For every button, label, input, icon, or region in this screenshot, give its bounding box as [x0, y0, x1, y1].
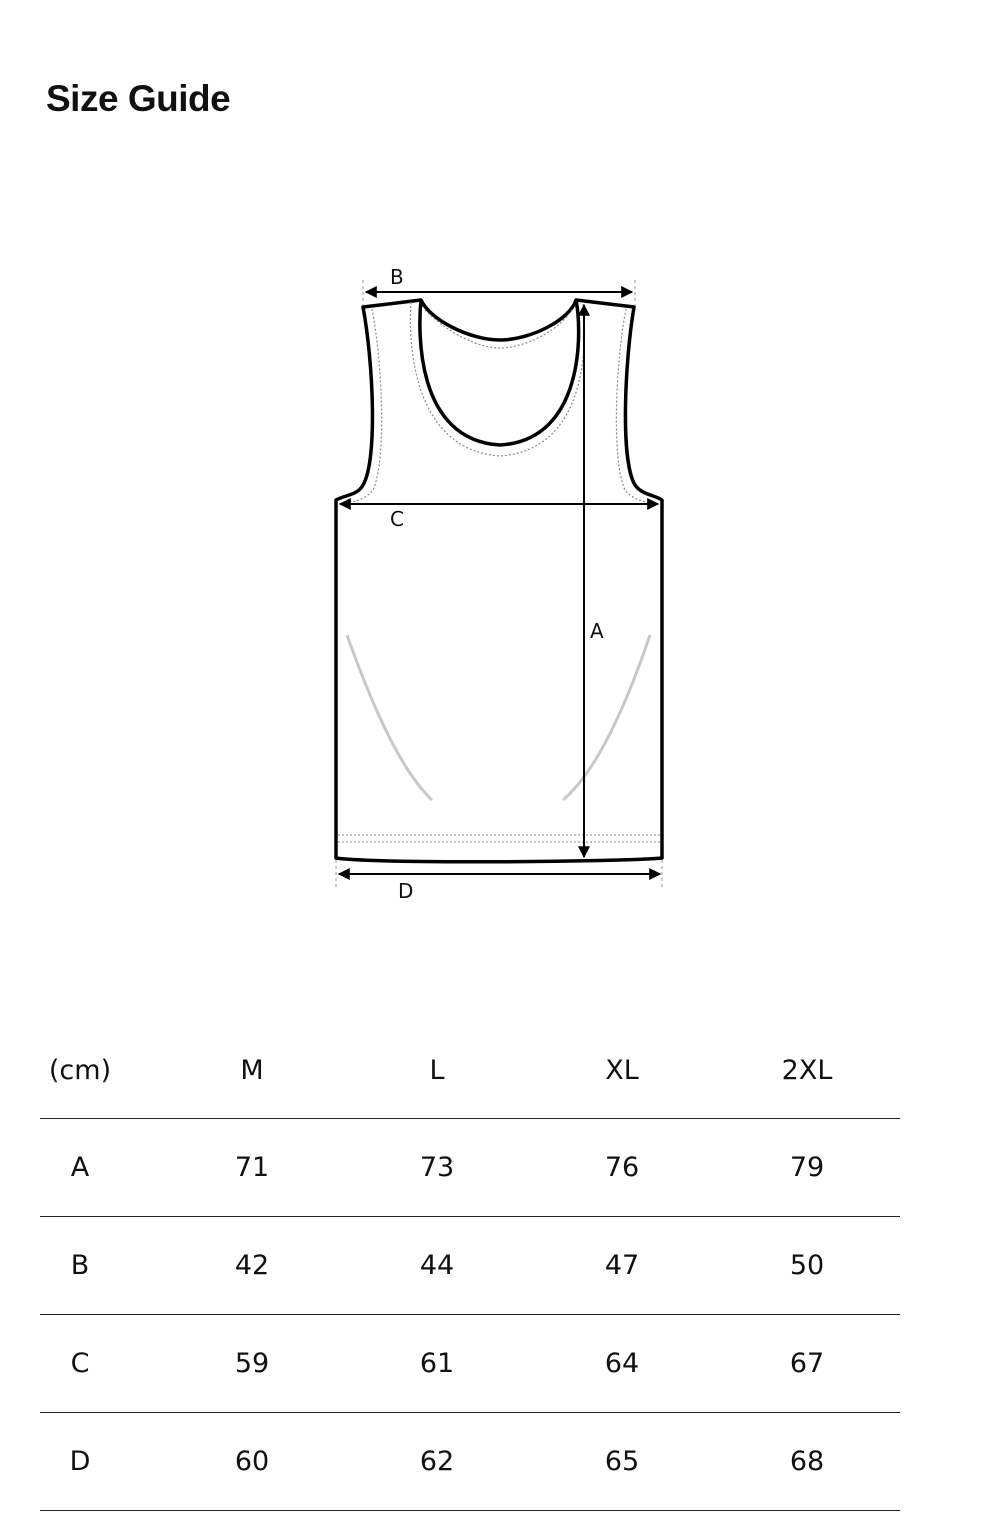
table-row: [40, 1315, 900, 1413]
table-cell: 76: [604, 1152, 640, 1183]
table-cell: 59: [234, 1348, 270, 1379]
table-cell: 60: [234, 1446, 270, 1477]
size-table-header-row: [40, 1022, 900, 1119]
measurement-label-d: D: [398, 879, 414, 903]
column-header-m: M: [240, 1054, 264, 1086]
row-label: D: [69, 1446, 91, 1477]
table-row: [40, 1217, 900, 1315]
row-label: A: [70, 1152, 90, 1183]
table-cell: 61: [419, 1348, 455, 1379]
measurement-label-c: C: [390, 507, 404, 531]
table-row: [40, 1119, 900, 1217]
table-cell: 42: [234, 1250, 270, 1281]
table-cell: 67: [789, 1348, 825, 1379]
measurement-label-b: B: [390, 265, 404, 289]
table-cell: 79: [789, 1152, 825, 1183]
row-label: B: [70, 1250, 90, 1281]
table-cell: 62: [419, 1446, 455, 1477]
table-cell: 65: [604, 1446, 640, 1477]
table-cell: 50: [789, 1250, 825, 1281]
tank-top-illustration: [320, 260, 680, 910]
tank-top-measurement-diagram: [320, 260, 680, 910]
page-title: Size Guide: [46, 78, 231, 119]
table-cell: 64: [604, 1348, 640, 1379]
measurement-label-a: A: [590, 619, 604, 643]
table-cell: 68: [789, 1446, 825, 1477]
table-cell: 44: [419, 1250, 455, 1281]
column-header-xl: XL: [605, 1054, 639, 1086]
table-cell: 47: [604, 1250, 640, 1281]
column-header-l: L: [429, 1054, 445, 1086]
table-cell: 73: [419, 1152, 455, 1183]
table-row: [40, 1413, 900, 1511]
unit-label: (cm): [48, 1054, 112, 1086]
column-header-2xl: 2XL: [781, 1054, 833, 1086]
size-table: [40, 1022, 900, 1511]
table-cell: 71: [234, 1152, 270, 1183]
row-label: C: [70, 1348, 90, 1379]
